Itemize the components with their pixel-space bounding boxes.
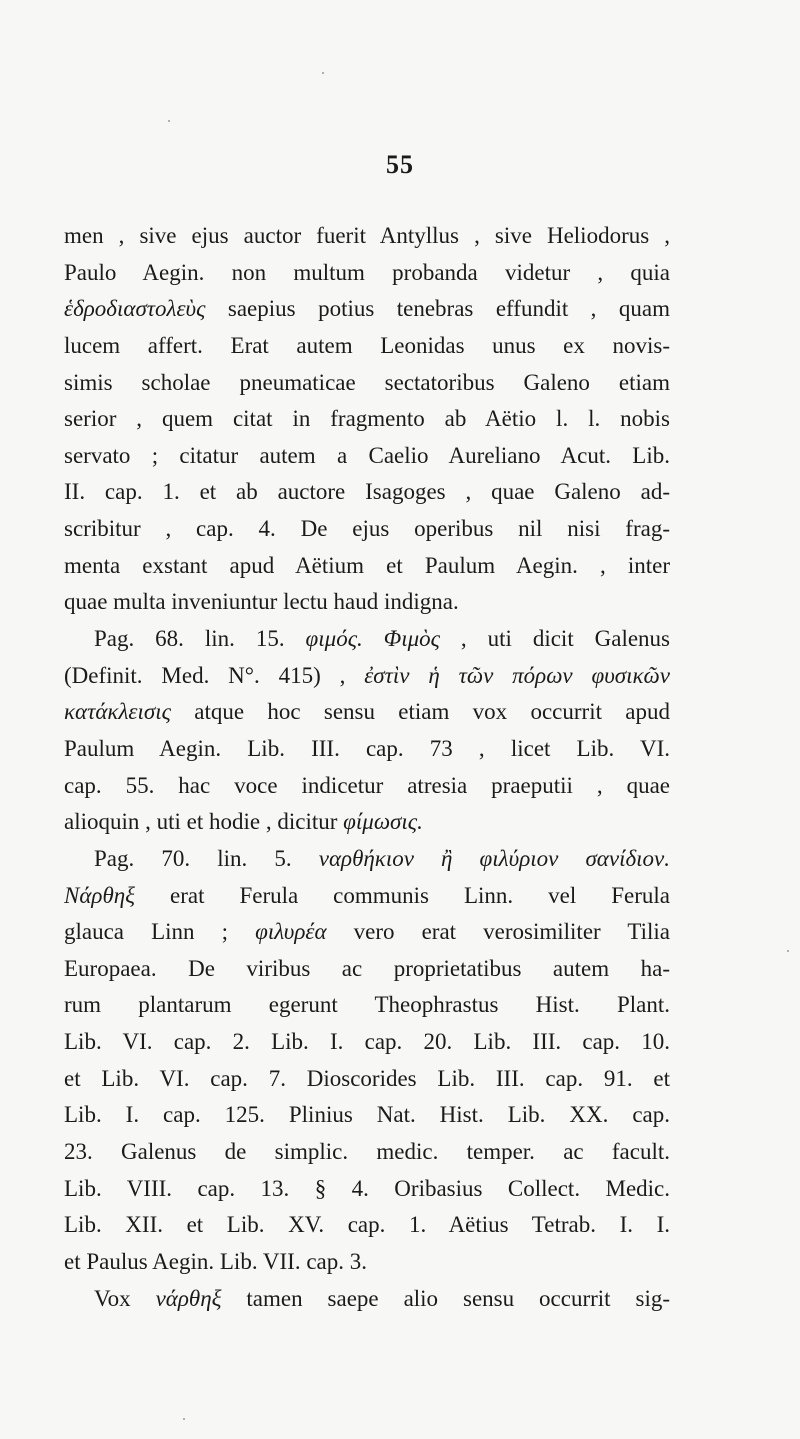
latin-text: menta exstant apud Aëtium et Paulum Aegin. , inter [64,552,670,578]
latin-text: lucem affert. Erat autem Leonidas unus ex novis- [64,332,670,358]
greek-term: φιλυρέα [255,919,327,945]
text-line [64,291,670,328]
greek-term: φιμός. [305,626,363,652]
text-line [64,914,670,951]
text-line [64,621,670,658]
text-line [64,255,670,292]
text-line [64,218,670,255]
text-line [64,401,670,438]
greek-term: νάρθηξ [155,1285,222,1311]
text-line [64,768,670,805]
text-line [64,1061,670,1098]
text-line [64,548,670,585]
latin-text: simis scholae pneumaticae sectatoribus Galeno etiam [64,369,670,395]
page-number: 55 [386,150,414,179]
latin-text: Paulum Aegin. Lib. III. cap. 73 , licet Lib. VI. [64,735,670,761]
paper-speck [168,120,170,122]
latin-text [363,626,384,651]
latin-text: scribitur , cap. 4. De ejus operibus nil nisi frag- [64,516,670,542]
latin-text: erat Ferula communis Linn. vel Ferula [135,882,670,908]
text-line [64,658,670,695]
latin-text: rum plantarum egerunt Theophrastus Hist. Plant. [64,992,670,1018]
body-text [64,218,670,1317]
latin-text: vero erat verosimiliter Tilia [326,919,670,945]
text-line [64,1207,670,1244]
latin-text: saepius potius tenebras effundit , quam [205,296,670,322]
text-line [64,1281,670,1318]
text-line [64,841,670,878]
latin-text: Lib. VIII. cap. 13. § 4. Oribasius Collect. Medic. [64,1175,670,1201]
latin-text: serior , quem citat in fragmento ab Aëtio l. l. nobis [64,406,670,432]
latin-text: Europaea. De viribus ac proprietatibus autem ha- [64,955,670,981]
text-line [64,511,670,548]
greek-term: ἑδροδιαστολεὺς [64,296,206,322]
latin-text: alioquin , uti et hodie , dicitur [64,809,344,835]
latin-text: servato ; citatur autem a Caelio Aureliano Acut. Lib. [64,442,670,468]
text-line [64,438,670,475]
latin-text: II. cap. 1. et ab auctore Isagoges , quae Galeno ad- [64,479,670,505]
text-line [64,365,670,402]
text-line [64,804,670,841]
text-line [64,1097,670,1134]
latin-text: 23. Galenus de simplic. medic. temper. ac facult. [64,1139,670,1165]
text-line [64,1134,670,1171]
latin-text: , uti dicit Galenus [440,626,670,652]
text-line [64,474,670,511]
text-line [64,1171,670,1208]
latin-text: tamen saepe alio sensu occurrit sig- [221,1285,670,1311]
latin-text: Lib. XII. et Lib. XV. cap. 1. Aëtius Tetrab. I. I. [64,1212,670,1238]
greek-term: ναρθήκιον ἢ φιλύριον σανίδιον. [318,845,670,871]
text-line [64,731,670,768]
latin-text: Vox [94,1285,156,1311]
latin-text: et Paulus Aegin. Lib. VII. cap. 3. [64,1248,367,1274]
latin-text: Lib. VI. cap. 2. Lib. I. cap. 20. Lib. III. cap. 10. [64,1029,670,1055]
latin-text: atque hoc sensu etiam vox occurrit apud [170,699,670,725]
greek-term: κατάκλεισις [64,699,171,725]
greek-term: φίμωσις. [343,809,423,835]
latin-text: Paulo Aegin. non multum probanda videtur , quia [64,259,670,285]
text-line [64,951,670,988]
latin-text: glauca Linn ; [64,919,256,945]
latin-text: et Lib. VI. cap. 7. Dioscorides Lib. III. cap. 91. et [64,1065,670,1091]
latin-text: Pag. 70. lin. 5. [94,845,319,871]
text-line [64,878,670,915]
greek-term: Φιμὸς [383,626,440,652]
text-line [64,987,670,1024]
latin-text: cap. 55. hac voce indicetur atresia praeputii , quae [64,772,670,798]
latin-text: (Definit. Med. N°. 415) , [64,662,365,688]
paper-speck [787,950,789,952]
greek-term: ἐστὶν ἡ τῶν πόρων φυσικῶν [364,662,670,688]
text-line [64,694,670,731]
paper-speck [322,72,324,74]
text-line [64,584,670,621]
paper-speck [183,1418,185,1420]
greek-term: Νάρθηξ [64,882,136,908]
text-line [64,328,670,365]
latin-text: Pag. 68. lin. 15. [94,626,306,652]
latin-text: Lib. I. cap. 125. Plinius Nat. Hist. Lib. XX. cap. [64,1102,670,1128]
latin-text: men , sive ejus auctor fuerit Antyllus , sive Heliodorus , [64,223,670,248]
text-line [64,1024,670,1061]
text-line [64,1244,670,1281]
latin-text: quae multa inveniuntur lectu haud indigna. [64,589,459,615]
